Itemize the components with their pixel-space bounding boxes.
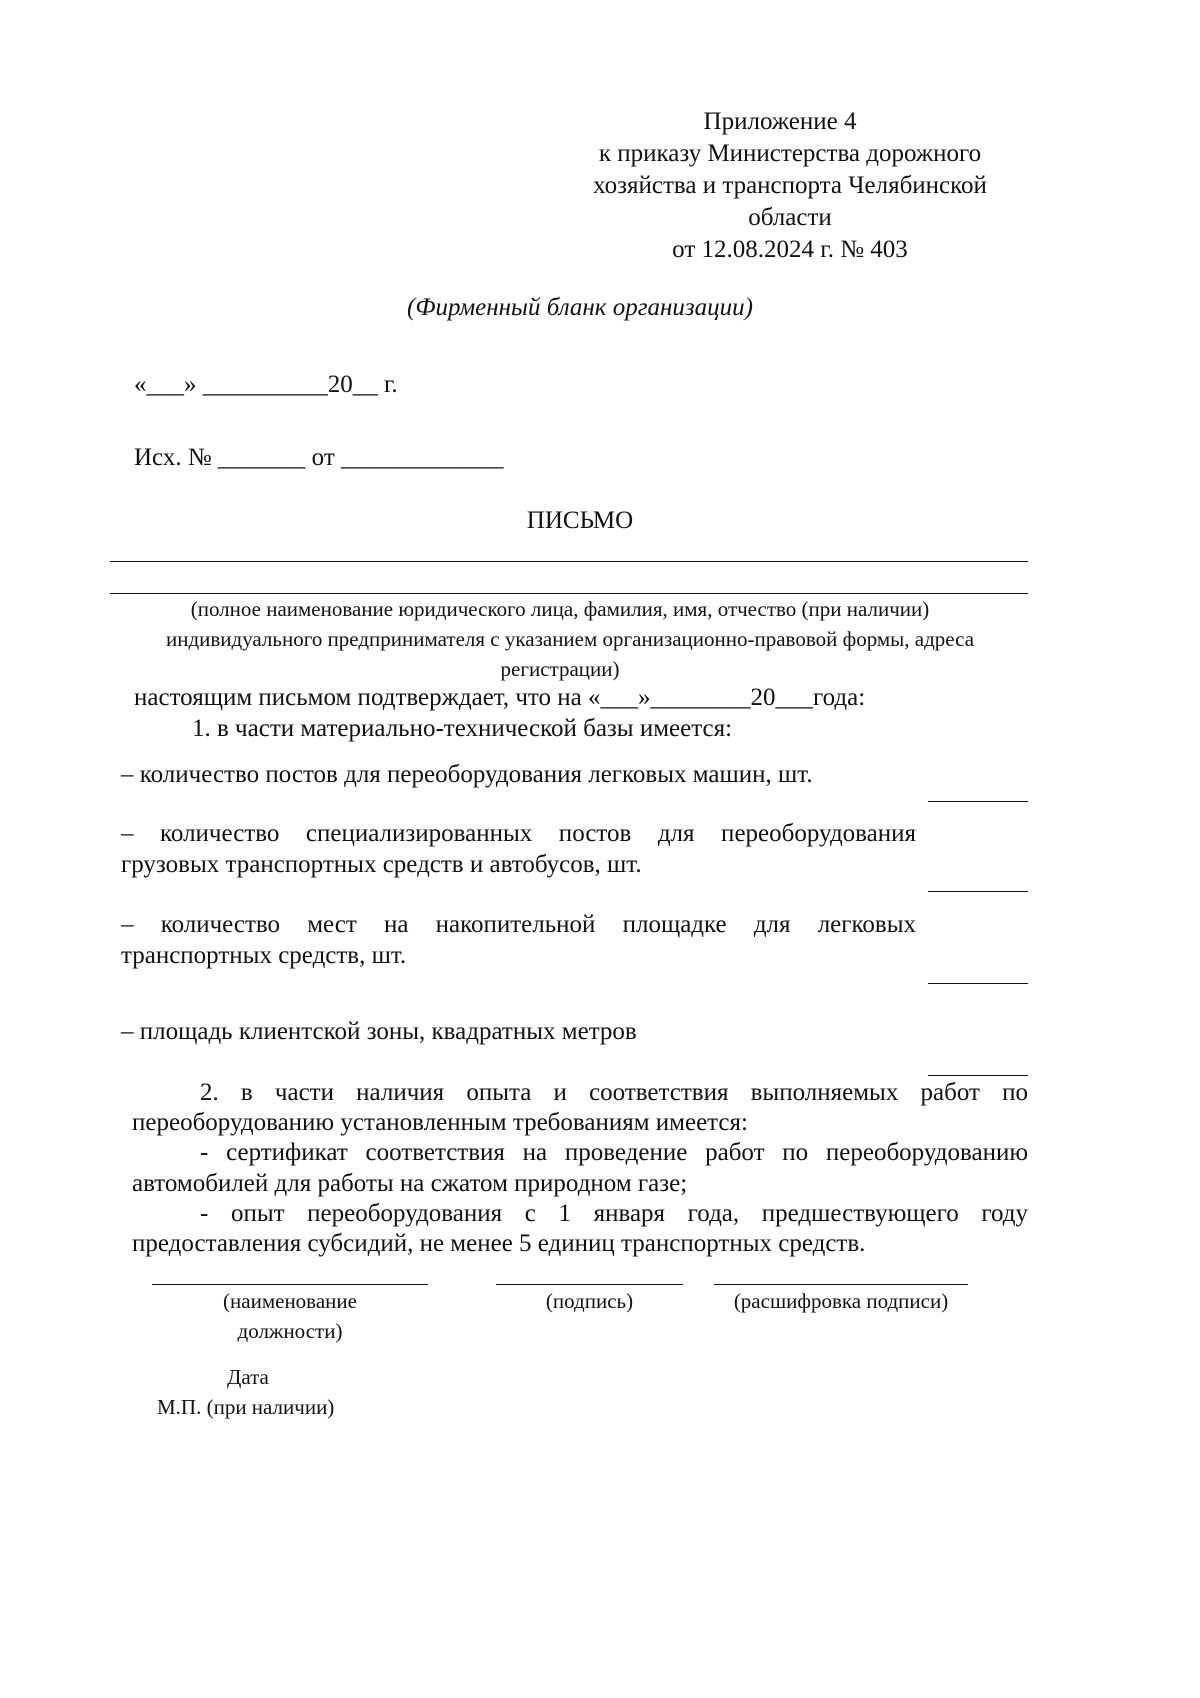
appendix-number: Приложение 4 bbox=[703, 108, 857, 135]
position-caption-line: должности) bbox=[237, 1319, 343, 1343]
signature-caption: (подпись) bbox=[545, 1289, 634, 1313]
section2-text: автомобилей для работы на сжатом природном газе; bbox=[132, 1170, 688, 1197]
list-item-continuation: транспортных средств, шт. bbox=[121, 942, 407, 969]
appendix-order-date: от 12.08.2024 г. № 403 bbox=[672, 236, 908, 263]
list-item: – количество постов для переоборудования легковых машин, шт. bbox=[121, 761, 813, 788]
entity-caption-line: индивидуального предпринимателя с указанием организационно-правовой формы, адреса bbox=[165, 627, 975, 651]
appendix-order-line: хозяйства и транспорта Челябинской bbox=[593, 172, 987, 199]
letterhead-note: (Фирменный бланк организации) bbox=[407, 294, 753, 321]
sign-signature-line bbox=[496, 1284, 683, 1285]
date-line: «___» __________20__ г. bbox=[134, 371, 398, 398]
position-signature-line bbox=[152, 1284, 428, 1285]
position-caption bbox=[152, 1286, 428, 1346]
entity-caption bbox=[110, 594, 1130, 684]
value-blank-line bbox=[928, 1075, 1028, 1076]
list-item-continuation: грузовых транспортных средств и автобусов, шт. bbox=[121, 851, 642, 878]
value-blank-line bbox=[928, 801, 1028, 802]
appendix-header bbox=[540, 106, 1040, 266]
list-item: – количество мест на накопительной площадке для легковых bbox=[121, 911, 916, 938]
entity-caption-line: (полное наименование юридического лица, фамилия, имя, отчество (при наличии) bbox=[190, 597, 930, 621]
section1-heading: 1. в части материально-технической базы имеется: bbox=[192, 715, 733, 742]
value-blank-line bbox=[928, 891, 1028, 892]
appendix-order-line: к приказу Министерства дорожного bbox=[598, 140, 982, 167]
list-item: – площадь клиентской зоны, квадратных метров bbox=[121, 1018, 637, 1045]
decode-caption: (расшифровка подписи) bbox=[733, 1289, 949, 1313]
entity-name-line bbox=[110, 561, 1028, 562]
entity-caption-line: регистрации) bbox=[500, 657, 620, 681]
section2-text: предоставления субсидий, не менее 5 единиц транспортных средств. bbox=[132, 1230, 866, 1257]
value-blank-line bbox=[928, 983, 1028, 984]
confirm-line: настоящим письмом подтверждает, что на «___»________20___года: bbox=[134, 684, 866, 711]
list-item: – количество специализированных постов для переоборудования bbox=[121, 820, 916, 847]
position-caption-line: (наименование bbox=[223, 1289, 357, 1313]
section2-item: - сертификат соответствия на проведение работ по переоборудованию bbox=[200, 1139, 1028, 1166]
section2-heading: 2. в части наличия опыта и соответствия выполняемых работ по bbox=[200, 1079, 1028, 1106]
date-caption: Дата bbox=[227, 1365, 269, 1389]
stamp-caption: М.П. (при наличии) bbox=[157, 1395, 335, 1419]
page-title: ПИСЬМО bbox=[526, 507, 634, 534]
outgoing-number-line: Исх. № _______ от _____________ bbox=[134, 444, 504, 471]
section2-item: - опыт переоборудования с 1 января года, предшествующего году bbox=[200, 1200, 1028, 1227]
decode-signature-line bbox=[714, 1284, 968, 1285]
appendix-order-line: области bbox=[748, 204, 832, 231]
section2-text: переоборудованию установленным требованиям имеется: bbox=[132, 1109, 748, 1136]
